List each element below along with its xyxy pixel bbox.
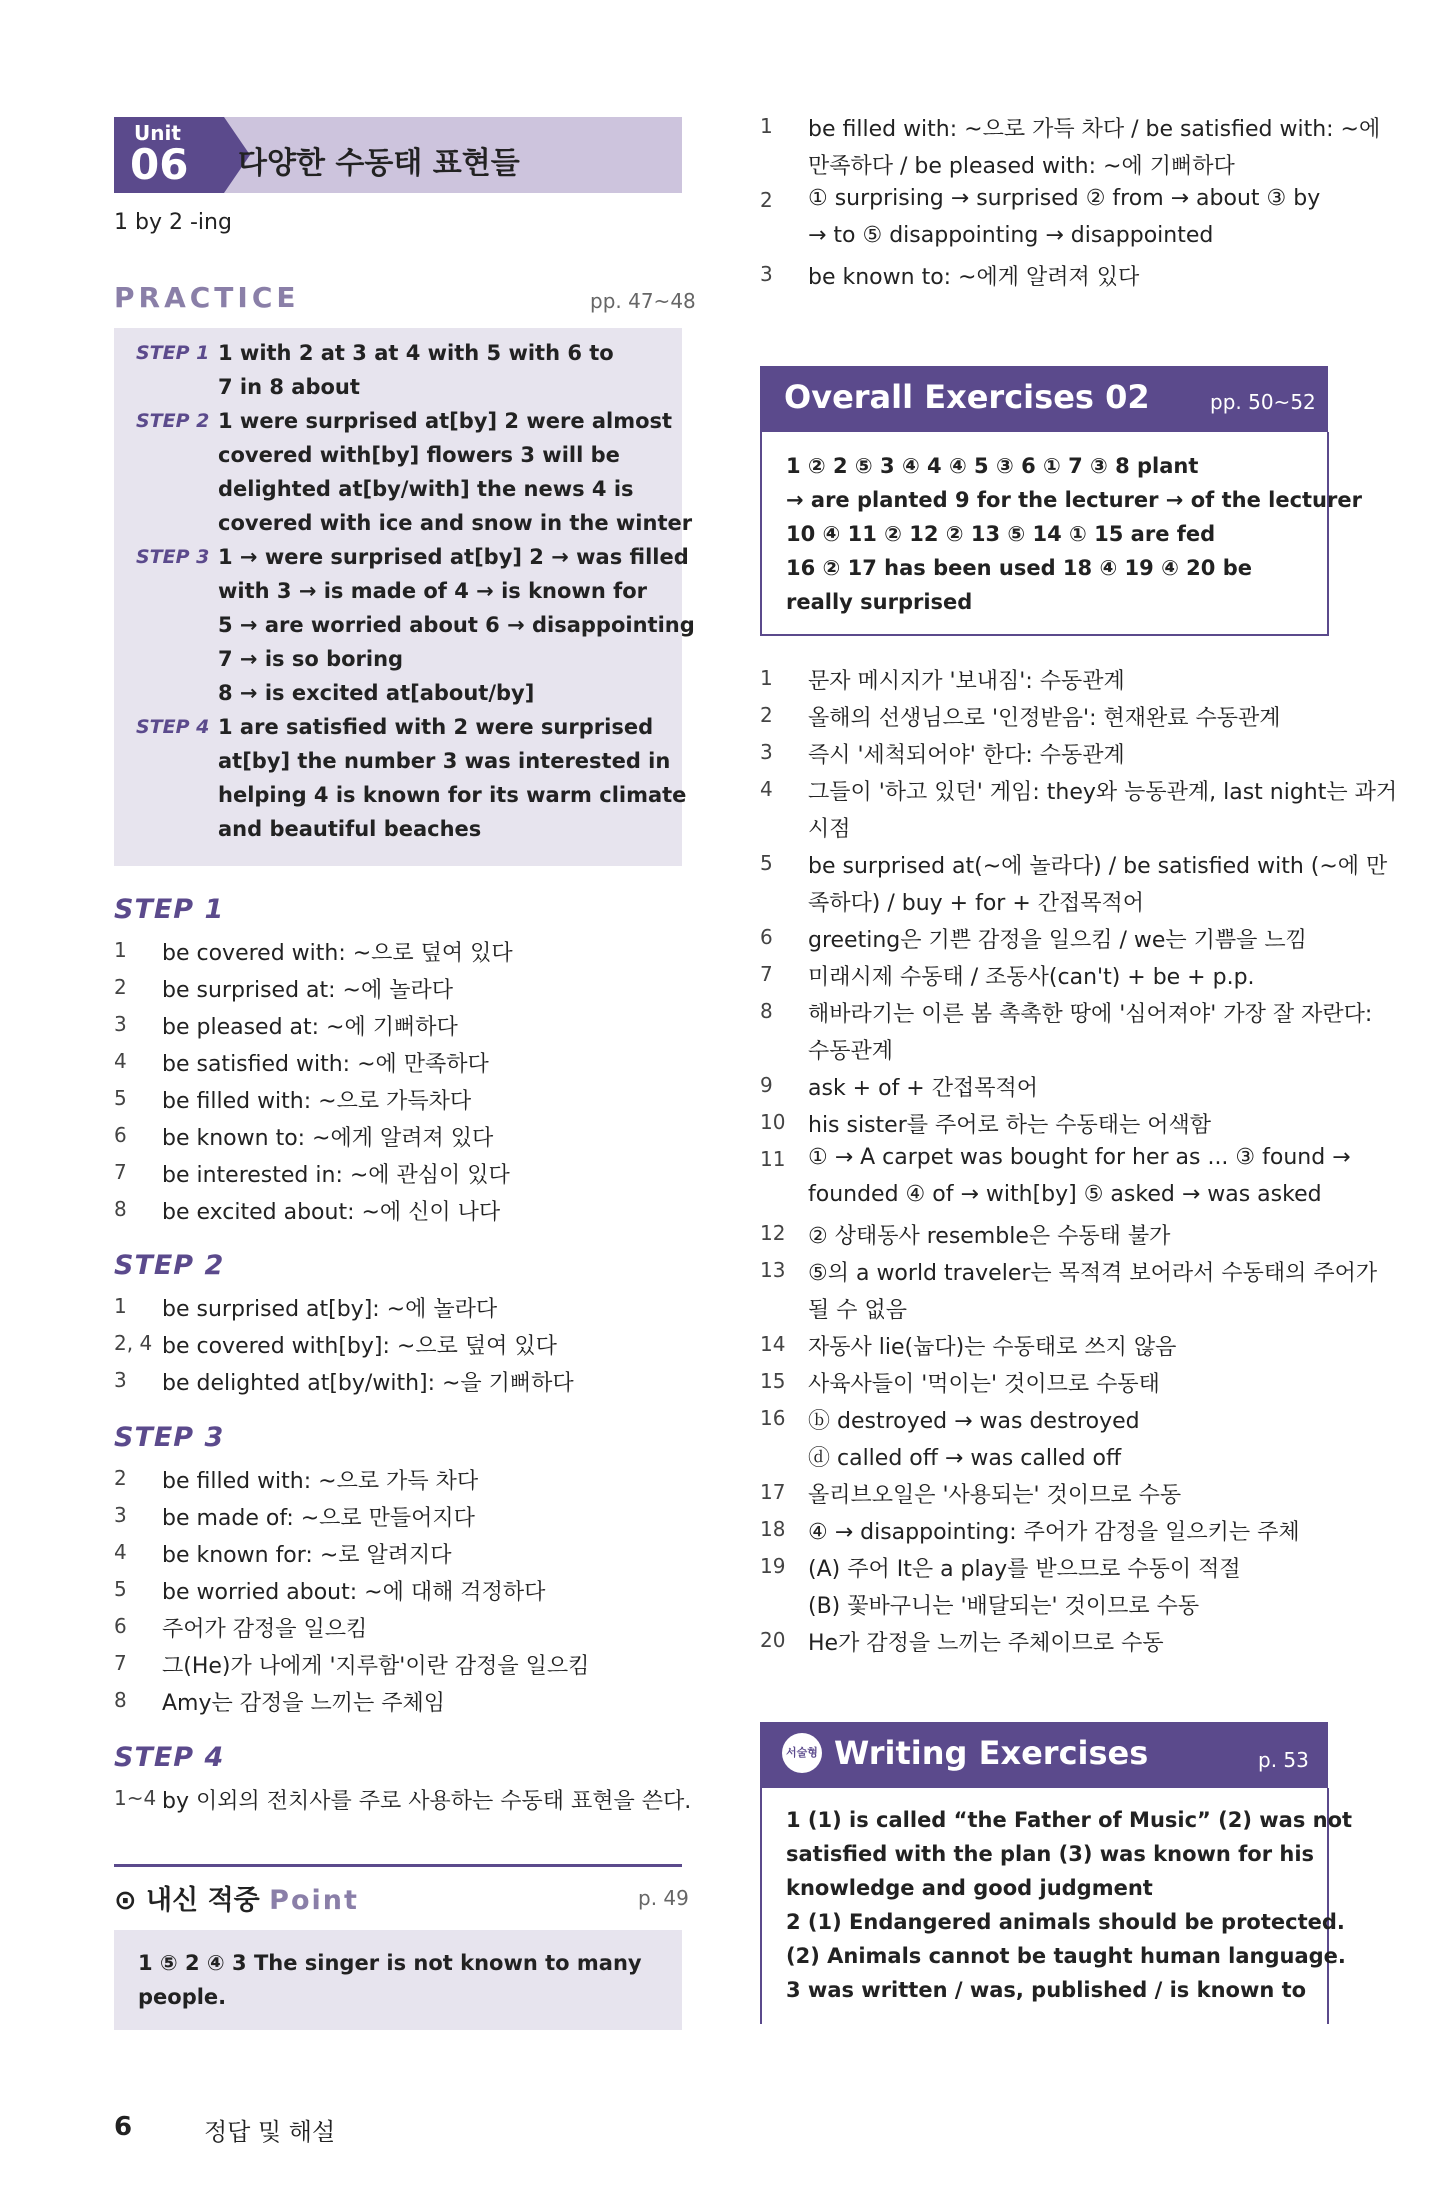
list-number: 1 xyxy=(114,938,127,962)
list-item: 해바라기는 이른 봄 촉촉한 땅에 '심어져야' 가장 잘 자란다: xyxy=(808,1002,1373,1027)
practice-step-label: STEP 2 xyxy=(136,410,210,432)
list-number: 14 xyxy=(760,1332,786,1356)
list-number: 3 xyxy=(114,1368,127,1392)
list-item: be worried about: ~에 대해 걱정하다 xyxy=(162,1580,546,1605)
list-item: be covered with[by]: ~으로 덮여 있다 xyxy=(162,1334,557,1359)
list-item: 주어가 감정을 일으킴 xyxy=(162,1617,368,1642)
list-item: be filled with: ~으로 가득차다 xyxy=(162,1089,472,1114)
list-item: (B) 꽃바구니는 '배달되는' 것이므로 수동 xyxy=(808,1594,1200,1619)
practice-step-line: covered with ice and snow in the winter xyxy=(218,511,693,535)
list-item: be satisfied with: ~에 만족하다 xyxy=(162,1052,489,1077)
practice-step-line: 7 in 8 about xyxy=(218,375,360,399)
unit-number: 06 xyxy=(130,140,189,189)
list-item: by 이외의 전치사를 주로 사용하는 수동태 표현을 쓴다. xyxy=(162,1789,692,1814)
practice-step-label: STEP 3 xyxy=(136,546,210,568)
writing-pages: p. 53 xyxy=(1258,1748,1309,1772)
list-item: 그들이 '하고 있던' 게임: they와 능동관계, last night는 과거 xyxy=(808,780,1398,805)
list-number: 1 xyxy=(760,666,773,690)
list-number: 7 xyxy=(114,1651,127,1675)
practice-step-line: covered with[by] flowers 3 will be xyxy=(218,443,620,467)
list-item: be excited about: ~에 신이 나다 xyxy=(162,1200,501,1225)
list-number: 3 xyxy=(760,262,773,286)
list-number: 4 xyxy=(114,1049,127,1073)
list-number: 19 xyxy=(760,1554,786,1578)
list-number: 6 xyxy=(760,925,773,949)
practice-step-line: 1 were surprised at[by] 2 were almost xyxy=(218,409,673,433)
practice-step-line: 1 with 2 at 3 at 4 with 5 with 6 to xyxy=(218,341,614,365)
step4-title: STEP 4 xyxy=(114,1742,225,1773)
list-item: be known to: ~에게 알려져 있다 xyxy=(808,265,1140,290)
list-item: 미래시제 수동태 / 조동사(can't) + be + p.p. xyxy=(808,965,1255,990)
list-number: 16 xyxy=(760,1406,786,1430)
point-line: 1 ⑤ 2 ④ 3 The singer is not known to many xyxy=(138,1951,642,1975)
list-number: 6 xyxy=(114,1614,127,1638)
writing-answer-line: (2) Animals cannot be taught human language. xyxy=(786,1944,1346,1968)
list-item: 자동사 lie(눕다)는 수동태로 쓰지 않음 xyxy=(808,1335,1177,1360)
list-item: be pleased at: ~에 기뻐하다 xyxy=(162,1015,458,1040)
list-item: ② 상태동사 resemble은 수동태 불가 xyxy=(808,1224,1171,1249)
list-item: ⓑ destroyed → was destroyed xyxy=(808,1409,1140,1434)
practice-step-line: 1 → were surprised at[by] 2 → was filled xyxy=(218,545,689,569)
list-item: be made of: ~으로 만들어지다 xyxy=(162,1506,475,1531)
list-number: 5 xyxy=(114,1577,127,1601)
list-item: ⓓ called off → was called off xyxy=(808,1446,1122,1471)
list-item: 만족하다 / be pleased with: ~에 기뻐하다 xyxy=(808,154,1235,179)
list-number: 11 xyxy=(760,1147,786,1171)
list-item: 될 수 없음 xyxy=(808,1298,907,1323)
step1-title: STEP 1 xyxy=(114,894,225,925)
overall-pages: pp. 50~52 xyxy=(1210,390,1316,414)
list-number: 2 xyxy=(760,703,773,727)
list-item: be known to: ~에게 알려져 있다 xyxy=(162,1126,494,1151)
list-number: 10 xyxy=(760,1110,786,1134)
list-number: 2 xyxy=(760,188,773,212)
list-item: 문자 메시지가 '보내짐': 수동관계 xyxy=(808,669,1125,694)
practice-step-line: 7 → is so boring xyxy=(218,647,404,671)
list-number: 4 xyxy=(760,777,773,801)
list-item: ① surprising → surprised ② from → about ③ by xyxy=(808,186,1321,211)
list-number: 8 xyxy=(114,1688,127,1712)
overall-answer-line: 16 ② 17 has been used 18 ④ 19 ④ 20 be xyxy=(786,556,1252,580)
list-item: be filled with: ~으로 가득 차다 xyxy=(162,1469,479,1494)
writing-badge-icon: 서술형 xyxy=(782,1733,822,1773)
point-divider xyxy=(114,1864,682,1867)
list-number: 7 xyxy=(114,1160,127,1184)
list-item: be surprised at[by]: ~에 놀라다 xyxy=(162,1297,498,1322)
list-number: 15 xyxy=(760,1369,786,1393)
practice-step-line: 5 → are worried about 6 → disappointing xyxy=(218,613,695,637)
practice-step-label: STEP 4 xyxy=(136,716,210,738)
step3-title: STEP 3 xyxy=(114,1422,225,1453)
list-number: 8 xyxy=(760,999,773,1023)
list-number: 13 xyxy=(760,1258,786,1282)
list-number: 2, 4 xyxy=(114,1331,153,1355)
practice-step-line: and beautiful beaches xyxy=(218,817,482,841)
list-item: → to ⑤ disappointing → disappointed xyxy=(808,223,1214,248)
list-number: 17 xyxy=(760,1480,786,1504)
list-item: He가 감정을 느끼는 주체이므로 수동 xyxy=(808,1631,1164,1656)
list-item: 즉시 '세척되어야' 한다: 수동관계 xyxy=(808,743,1125,768)
list-number: 7 xyxy=(760,962,773,986)
writing-answer-line: 2 (1) Endangered animals should be protected. xyxy=(786,1910,1345,1934)
practice-step-line: with 3 → is made of 4 → is known for xyxy=(218,579,648,603)
target-icon: ⊙ xyxy=(114,1885,137,1916)
list-number: 1 xyxy=(760,114,773,138)
practice-step-line: delighted at[by/with] the news 4 is xyxy=(218,477,634,501)
list-item: greeting은 기쁜 감정을 일으킴 / we는 기쁨을 느낌 xyxy=(808,928,1307,953)
list-number: 2 xyxy=(114,1466,127,1490)
point-pages: p. 49 xyxy=(638,1886,689,1910)
list-item: 올리브오일은 '사용되는' 것이므로 수동 xyxy=(808,1483,1182,1508)
list-item: 올해의 선생님으로 '인정받음': 현재완료 수동관계 xyxy=(808,706,1281,731)
list-number: 1~4 xyxy=(114,1786,157,1810)
list-item: be known for: ~로 알려지다 xyxy=(162,1543,452,1568)
list-item: Amy는 감정을 느끼는 주체임 xyxy=(162,1691,446,1716)
practice-title: PRACTICE xyxy=(114,281,300,314)
list-number: 18 xyxy=(760,1517,786,1541)
list-item: 족하다) / buy + for + 간접목적어 xyxy=(808,891,1145,916)
list-number: 8 xyxy=(114,1197,127,1221)
point-title-en: Point xyxy=(269,1885,359,1916)
practice-step-label: STEP 1 xyxy=(136,342,210,364)
list-item: ⑤의 a world traveler는 목적격 보어라서 수동태의 주어가 xyxy=(808,1261,1378,1286)
writing-answer-line: satisfied with the plan (3) was known for his xyxy=(786,1842,1315,1866)
footer-text: 정답 및 해설 xyxy=(204,2118,336,2146)
list-item: ④ → disappointing: 주어가 감정을 일으키는 주체 xyxy=(808,1520,1300,1545)
practice-step-line: at[by] the number 3 was interested in xyxy=(218,749,671,773)
overall-answer-line: → are planted 9 for the lecturer → of the lecturer xyxy=(786,488,1362,512)
overall-title: Overall Exercises 02 xyxy=(784,378,1150,416)
list-item: be filled with: ~으로 가득 차다 / be satisfied with: ~에 xyxy=(808,117,1381,142)
list-number: 6 xyxy=(114,1123,127,1147)
overall-answer-line: 10 ④ 11 ② 12 ② 13 ⑤ 14 ① 15 are fed xyxy=(786,522,1216,546)
list-item: be surprised at(~에 놀라다) / be satisfied with (~에 만 xyxy=(808,854,1388,879)
pre-answers: 1 by 2 -ing xyxy=(114,210,232,235)
point-title xyxy=(114,1878,359,1917)
writing-answer-line: knowledge and good judgment xyxy=(786,1876,1153,1900)
practice-step-line: 8 → is excited at[about/by] xyxy=(218,681,535,705)
list-number: 3 xyxy=(760,740,773,764)
overall-answer-line: 1 ② 2 ⑤ 3 ④ 4 ④ 5 ③ 6 ① 7 ③ 8 plant xyxy=(786,454,1199,478)
list-item: ① → A carpet was bought for her as ... ③ found → xyxy=(808,1145,1351,1170)
step2-title: STEP 2 xyxy=(114,1250,225,1281)
writing-answer-line: 1 (1) is called “the Father of Music” (2) was not xyxy=(786,1808,1353,1832)
list-number: 3 xyxy=(114,1012,127,1036)
unit-title: 다양한 수동태 표현들 xyxy=(238,146,520,181)
practice-step-line: helping 4 is known for its warm climate xyxy=(218,783,687,807)
list-number: 2 xyxy=(114,975,127,999)
list-item: 사육사들이 '먹이는' 것이므로 수동태 xyxy=(808,1372,1160,1397)
list-number: 4 xyxy=(114,1540,127,1564)
practice-step-line: 1 are satisfied with 2 were surprised xyxy=(218,715,654,739)
writing-answer-line: 3 was written / was, published / is known to xyxy=(786,1978,1307,2002)
list-item: be delighted at[by/with]: ~을 기뻐하다 xyxy=(162,1371,574,1396)
list-item: ask + of + 간접목적어 xyxy=(808,1076,1038,1101)
list-number: 9 xyxy=(760,1073,773,1097)
list-number: 5 xyxy=(114,1086,127,1110)
list-item: his sister를 주어로 하는 수동태는 어색함 xyxy=(808,1113,1212,1138)
list-number: 12 xyxy=(760,1221,786,1245)
overall-answer-line: really surprised xyxy=(786,590,973,614)
practice-pages: pp. 47~48 xyxy=(590,289,696,313)
list-item: 그(He)가 나에게 '지루함'이란 감정을 일으킴 xyxy=(162,1654,590,1679)
point-line: people. xyxy=(138,1985,227,2009)
list-number: 20 xyxy=(760,1628,786,1652)
list-number: 3 xyxy=(114,1503,127,1527)
unit-word: Unit xyxy=(134,121,181,145)
list-item: be covered with: ~으로 덮여 있다 xyxy=(162,941,513,966)
list-item: (A) 주어 It은 a play를 받으므로 수동이 적절 xyxy=(808,1557,1241,1582)
list-number: 1 xyxy=(114,1294,127,1318)
list-item: be interested in: ~에 관심이 있다 xyxy=(162,1163,510,1188)
writing-title: Writing Exercises xyxy=(834,1734,1149,1772)
list-item: founded ④ of → with[by] ⑤ asked → was asked xyxy=(808,1182,1322,1207)
page-number: 6 xyxy=(114,2112,133,2142)
list-number: 5 xyxy=(760,851,773,875)
point-title-kr: 내신 적중 xyxy=(146,1885,260,1916)
list-item: be surprised at: ~에 놀라다 xyxy=(162,978,453,1003)
list-item: 시점 xyxy=(808,817,851,842)
list-item: 수동관계 xyxy=(808,1039,894,1064)
